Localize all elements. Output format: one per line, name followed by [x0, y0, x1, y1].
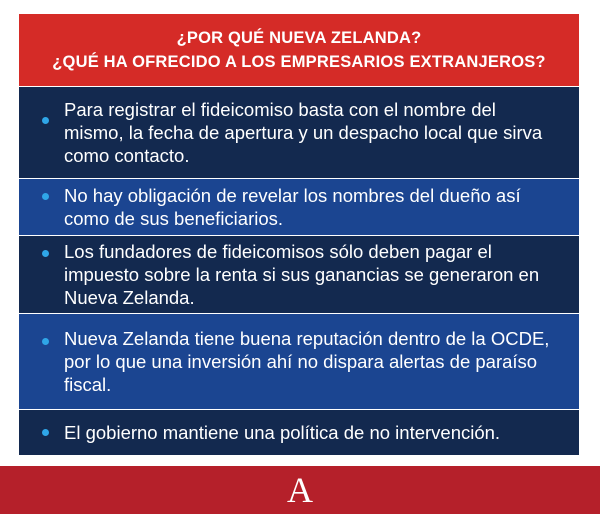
bullet-icon: [42, 338, 49, 345]
list-item: [19, 236, 579, 313]
list-item-text: Nueva Zelanda tiene buena reputación dentro de la OCDE, por lo que una inversión ahí no dispara alertas de paraíso fiscal.: [64, 328, 550, 395]
bullet-icon: [42, 250, 49, 257]
list-item-text: No hay obligación de revelar los nombres del dueño así como de sus beneficiarios.: [64, 185, 521, 229]
list-item: [19, 410, 579, 455]
footer-bar: [0, 466, 600, 514]
bullet-icon: [42, 429, 49, 436]
infographic-header: [19, 14, 579, 86]
list-item-text: El gobierno mantiene una política de no intervención.: [64, 422, 501, 443]
list-item-text: Para registrar el fideicomiso basta con el nombre del mismo, la fecha de apertura y un despacho local que sirva como contacto.: [64, 99, 543, 166]
list-item-text: Los fundadores de fideicomisos sólo deben pagar el impuesto sobre la renta si sus ganancias se generaron en Nueva Zelanda.: [64, 241, 540, 308]
header-line-1: ¿POR QUÉ NUEVA ZELANDA?: [176, 29, 422, 47]
bullet-icon: [42, 193, 49, 200]
bullet-icon: [42, 117, 49, 124]
brand-logo: A: [287, 470, 313, 510]
list-item: [19, 179, 579, 235]
list-item: [19, 314, 579, 409]
list-item: [19, 87, 579, 178]
header-line-2: ¿QUÉ HA OFRECIDO A LOS EMPRESARIOS EXTRANJEROS?: [52, 53, 546, 71]
